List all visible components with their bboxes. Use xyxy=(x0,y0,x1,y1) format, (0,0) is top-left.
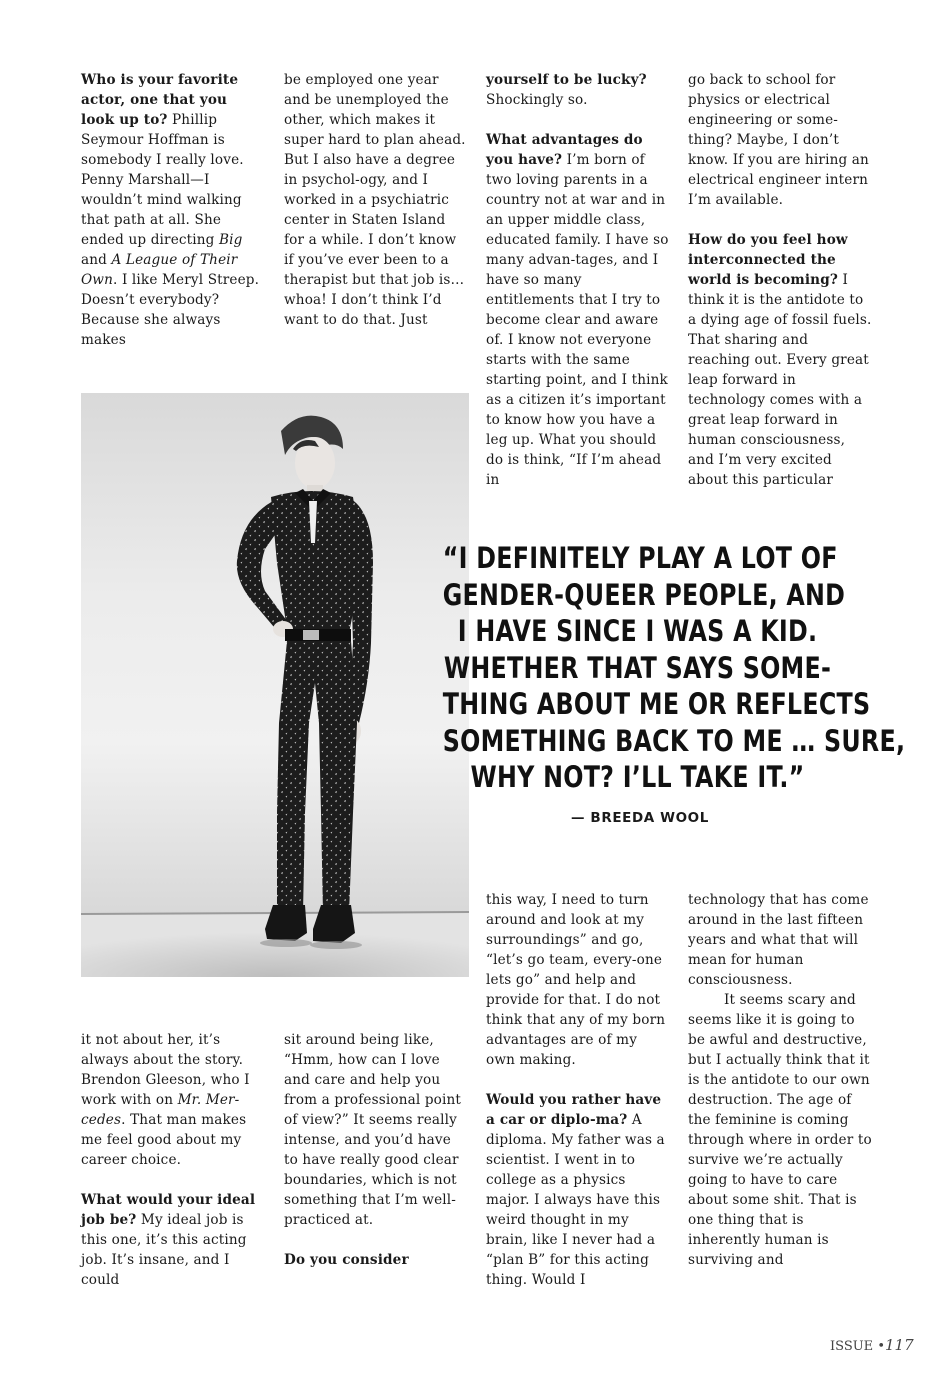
pull-quote-line: I HAVE SINCE I WAS A KID. xyxy=(457,614,818,648)
paragraph xyxy=(688,230,872,490)
answer-text: I’m born of two loving parents in a country not at war and in an upper middle class, educated family. I have so many advan-tages, and I have so many entitlements that I try to become clear and aware of. I know not everyone starts with the same starting point, and I think as a citizen it’s important to know how you have a leg up. What you should do is think, “If I’m ahead in xyxy=(486,152,669,488)
answer-text: Phillip Seymour Hoffman is somebody I really love. Penny Marshall—I wouldn’t mind walking that path at all. She ended up directing xyxy=(81,112,244,248)
page-number: 117 xyxy=(884,1336,914,1354)
column-2-bottom xyxy=(284,1030,468,1270)
pull-quote-line: WHY NOT? I’LL TAKE IT.” xyxy=(470,760,805,794)
paragraph xyxy=(81,1190,265,1290)
folio-bullet: • xyxy=(877,1339,885,1354)
pull-quote xyxy=(442,540,906,796)
question: Who is your favorite actor, one that you look up to? xyxy=(81,72,239,128)
film-title: Big xyxy=(219,232,243,248)
column-4-top xyxy=(688,70,872,490)
answer-text: it not about her, it’s always about the story. Brendon Gleeson, who I work with on xyxy=(81,1032,250,1108)
answer-text: . That man makes me feel good about my career choice. xyxy=(81,1112,247,1168)
question: Would you rather have a car or diplo-ma? xyxy=(486,1092,662,1128)
show-title: Mr. Mer-cedes xyxy=(81,1092,240,1128)
paragraph: be employed one year and be unemployed the other, which makes it super hard to plan ahead. But I also have a degree in psychol-ogy, and I worked in a psychiatric center in Staten Island for a while. I don’t know if you’ve ever been to a therapist but that job is…whoa! I don’t think I’d want to do that. Just xyxy=(284,72,466,328)
column-4-bottom xyxy=(688,890,872,1270)
question: Do you consider xyxy=(284,1252,409,1268)
answer-text: My ideal job is this one, it’s this acting job. It’s insane, and I could xyxy=(81,1212,247,1288)
paragraph: sit around being like, “Hmm, how can I love and care and help you from a professional point of view?” It seems really intense, and you’d have to have really good clear boundaries, which is not something that I’m well-practiced at. xyxy=(284,1032,462,1228)
column-1-top xyxy=(81,70,265,350)
paragraph xyxy=(486,1090,670,1290)
paragraph: It seems scary and seems like it is going to be awful and destructive, but I actually think that it is the antidote to our own destruction. The age of the feminine is coming through where in order to survive we’re actually going to have to care about some shit. That is one thing that is inherently human is surviving and xyxy=(688,992,872,1268)
answer-text: I think it is the antidote to a dying age of fossil fuels. That sharing and reaching out. Every great leap forward in technology comes with a great leap forward in human consciousness, and I’m very excited about this particular xyxy=(688,272,872,488)
film-title: A League of Their Own xyxy=(81,252,238,288)
column-3-top xyxy=(486,70,670,490)
answer-text: . I like Meryl Streep. Doesn’t everybody? Because she always makes xyxy=(81,272,260,348)
column-3-bottom xyxy=(486,890,670,1290)
answer-text: A diploma. My father was a scientist. I went in to college as a physics major. I always have this weird thought in my brain, like I never had a “plan B” for this acting thing. Would I xyxy=(486,1112,665,1288)
pull-quote-attribution: — BREEDA WOOL xyxy=(571,810,709,826)
portrait-illustration xyxy=(81,393,469,977)
answer-text: Shockingly so. xyxy=(486,92,588,108)
question: What would your ideal job be? xyxy=(81,1192,256,1228)
paragraph xyxy=(486,130,670,490)
answer-text: and xyxy=(81,252,112,268)
pull-quote-line: THING ABOUT ME OR REFLECTS xyxy=(442,687,871,721)
page-folio xyxy=(830,1336,914,1354)
paragraph xyxy=(486,70,670,110)
paragraph xyxy=(81,70,265,350)
paragraph: go back to school for physics or electrical engineering or some-thing? Maybe, I don’t know. If you are hiring an electrical engineer intern I’m available. xyxy=(688,72,869,208)
paragraph: this way, I need to turn around and look at my surroundings” and go, “let’s go team, every-one lets go” and help and provide for that. I do not think that any of my born advantages are of my own making. xyxy=(486,892,666,1068)
paragraph xyxy=(284,1250,468,1270)
column-2-top xyxy=(284,70,468,330)
question: What advantages do you have? xyxy=(486,132,643,168)
pull-quote-line: GENDER-QUEER PEOPLE, AND xyxy=(442,577,846,612)
column-1-bottom xyxy=(81,1030,265,1290)
question: yourself to be lucky? xyxy=(486,72,647,88)
pull-quote-line: WHETHER THAT SAYS SOME- xyxy=(443,650,832,685)
pull-quote-line: SOMETHING BACK TO ME … SURE, xyxy=(442,723,906,758)
portrait-photo xyxy=(81,393,469,977)
pull-quote-line: “I DEFINITELY PLAY A LOT OF xyxy=(442,541,838,575)
paragraph: technology that has come around in the last fifteen years and what that will mean for human consciousness. xyxy=(688,892,869,988)
paragraph xyxy=(81,1030,265,1170)
issue-label: ISSUE xyxy=(830,1339,874,1354)
question: How do you feel how interconnected the world is becoming? xyxy=(688,232,848,288)
